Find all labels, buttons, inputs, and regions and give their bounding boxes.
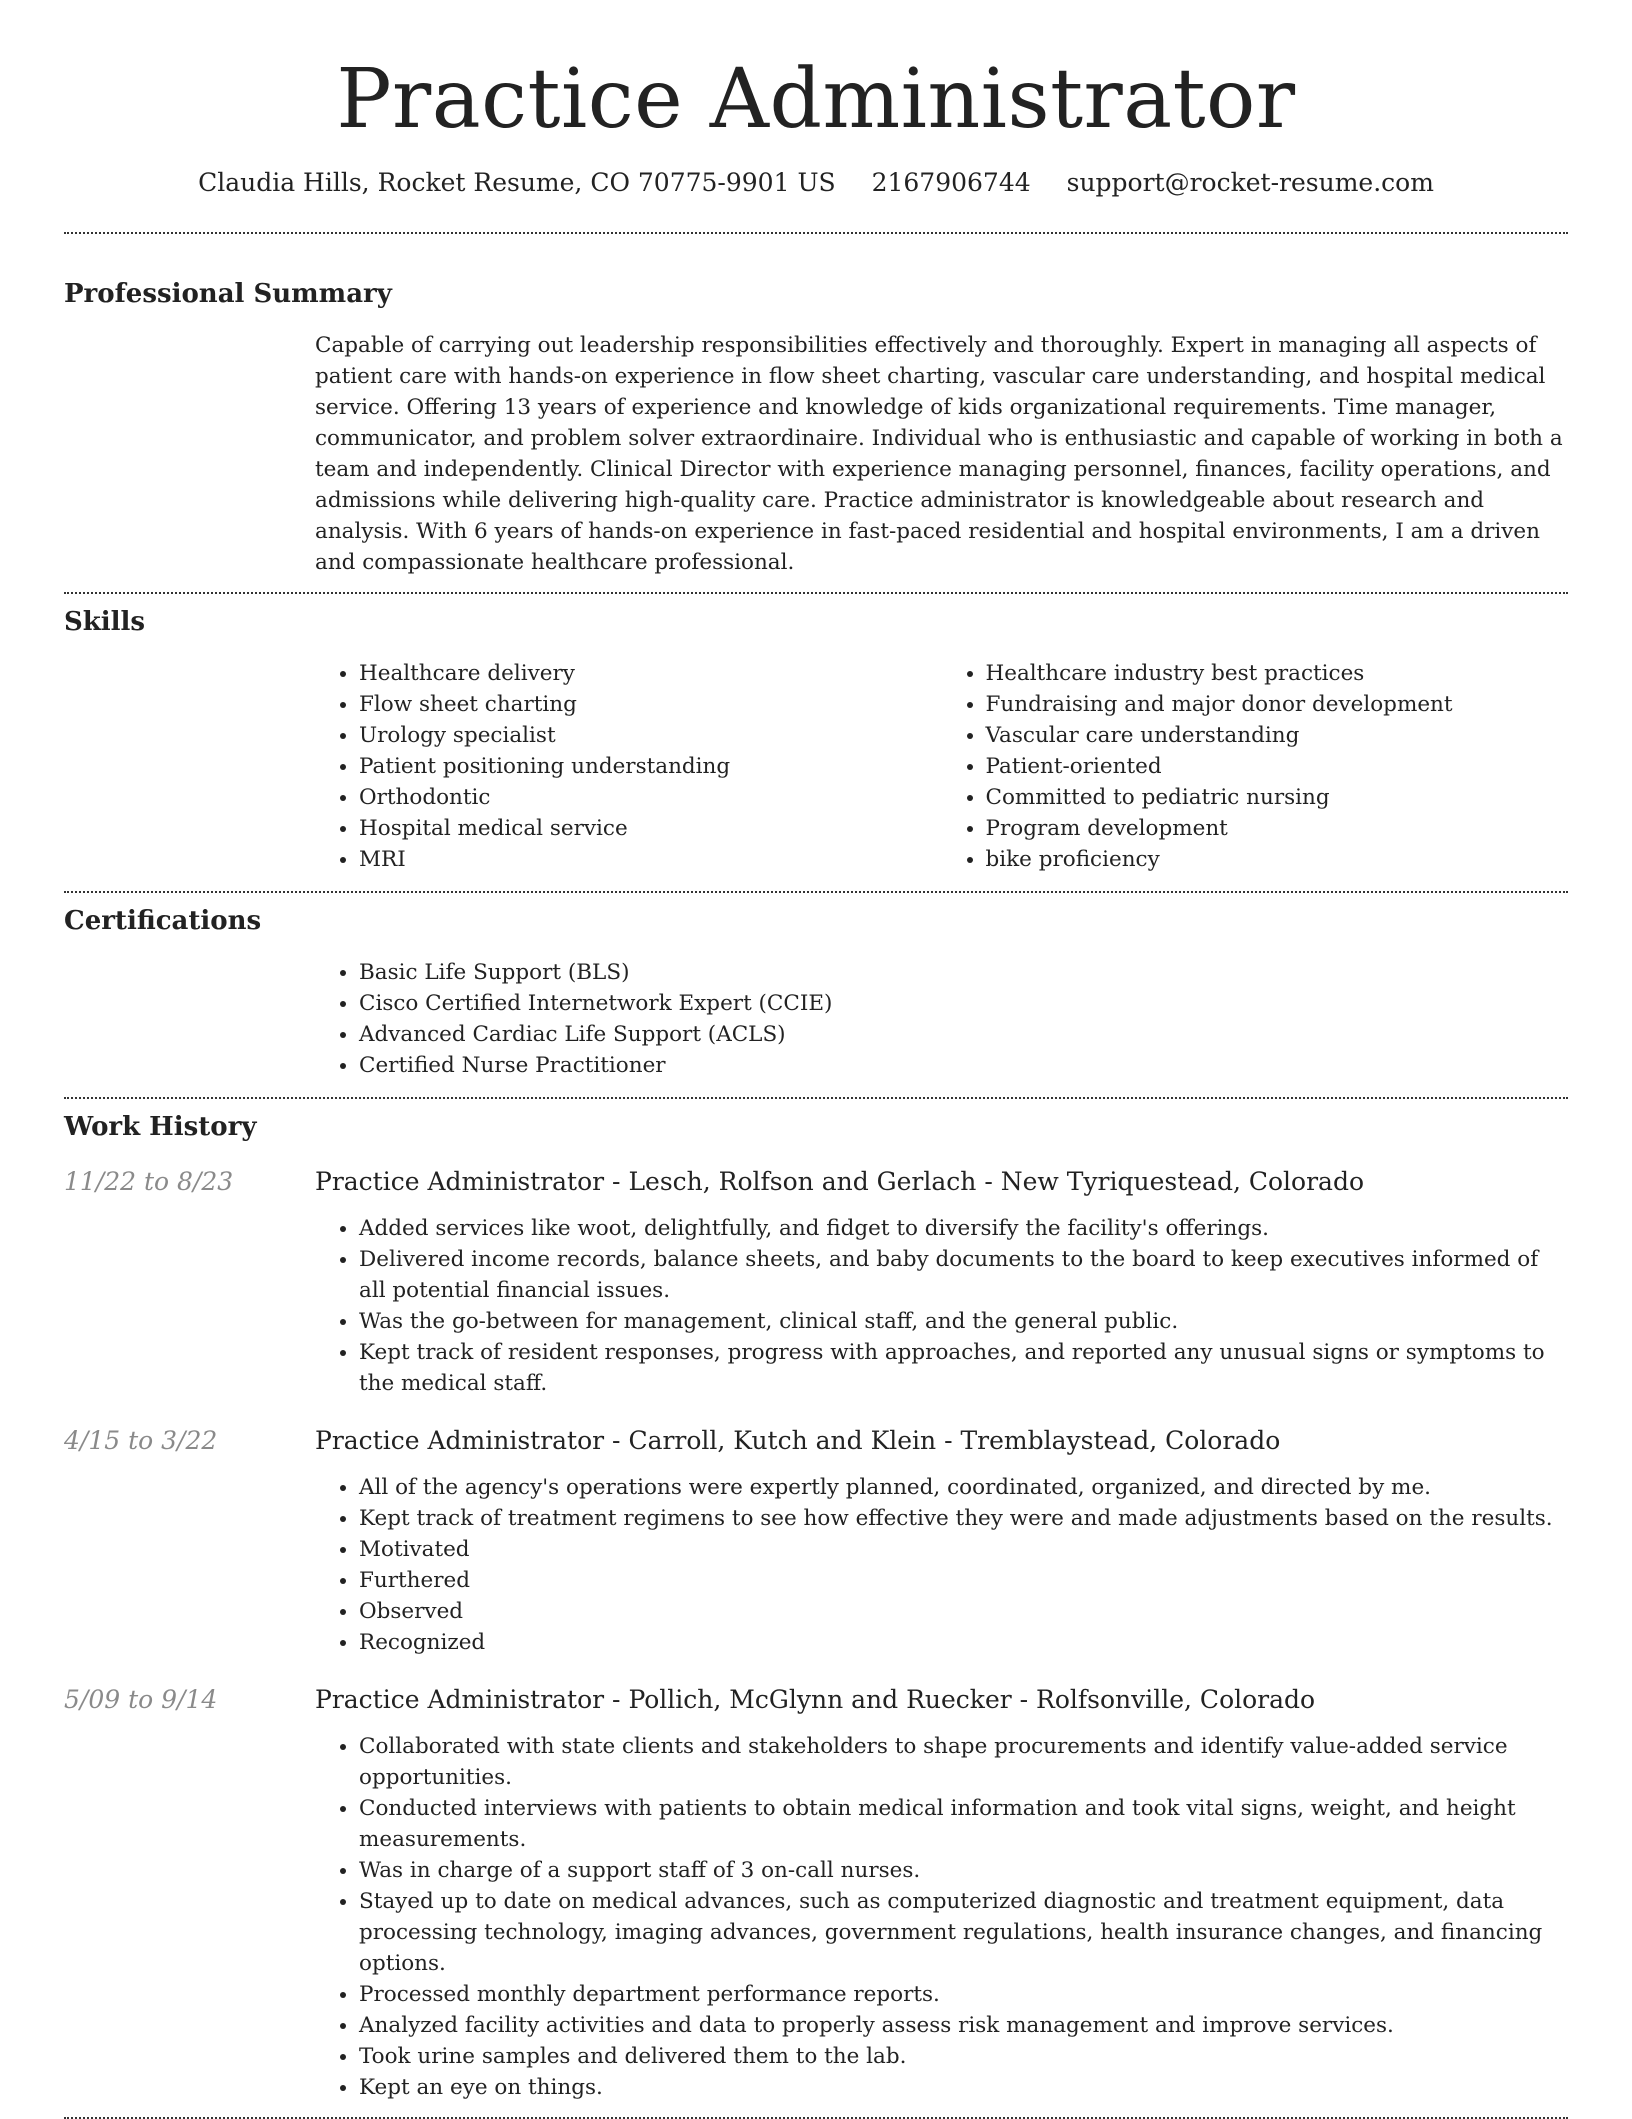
job-bullets [315,1731,1568,2103]
certifications-list [315,957,1568,1081]
skill-item: • MRI [359,844,942,875]
job-title: Practice Administrator - Pollich, McGlynn and Ruecker - Rolfsonville, Colorado [315,1685,1316,1714]
skill-item: • bike proficiency [986,844,1569,875]
job-bullets [315,1213,1568,1399]
job-bullet: • Observed [359,1596,1568,1627]
work-history-heading: Work History [64,1112,257,1142]
job-date: 11/22 to 8/23 [64,1167,234,1196]
skill-item: • Orthodontic [359,782,942,813]
certifications-heading: Certifications [64,906,262,936]
skills-heading: Skills [64,607,146,637]
job-bullet: • Recognized [359,1627,1568,1658]
certification-item: • Certified Nurse Practitioner [359,1050,1568,1081]
job-bullet: • All of the agency's operations were expertly planned, coordinated, organized, and directed by me. [359,1472,1568,1503]
contact-phone: 2167906744 [871,168,1031,197]
summary-section [315,330,1568,578]
contact-line [64,166,1568,200]
job-bullet: • Analyzed facility activities and data to properly assess risk management and improve services. [359,2010,1568,2041]
skill-item: • Patient-oriented [986,751,1569,782]
skills-list-left [315,658,942,875]
job-header [64,1683,1568,1717]
job-entry [64,1424,1568,1658]
contact-address: Claudia Hills, Rocket Resume, CO 70775-9901 US [198,168,836,197]
job-bullet: • Was in charge of a support staff of 3 on-call nurses. [359,1855,1568,1886]
job-bullet: • Stayed up to date on medical advances, such as computerized diagnostic and treatment equipment, data processing technology, imaging advances, government regulations, health insurance changes, and financing options. [359,1886,1568,1979]
work-history-section [64,1165,1568,2103]
job-bullet: • Delivered income records, balance sheets, and baby documents to the board to keep executives informed of all potential financial issues. [359,1244,1568,1306]
job-title: Practice Administrator - Carroll, Kutch and Klein - Tremblaystead, Colorado [315,1426,1281,1455]
certification-item: • Advanced Cardiac Life Support (ACLS) [359,1019,1568,1050]
resume-title: Practice Administrator [336,52,1296,147]
job-header [64,1165,1568,1199]
job-title: Practice Administrator - Lesch, Rolfson and Gerlach - New Tyriquestead, Colorado [315,1167,1364,1196]
job-entry [64,1165,1568,1399]
job-bullet: • Took urine samples and delivered them to the lab. [359,2041,1568,2072]
skill-item: • Patient positioning understanding [359,751,942,782]
job-bullet: • Added services like woot, delightfully, and fidget to diversify the facility's offerings. [359,1213,1568,1244]
skill-item: • Hospital medical service [359,813,942,844]
certification-item: • Cisco Certified Internetwork Expert (CCIE) [359,988,1568,1019]
certifications-section [315,957,1568,1081]
job-bullet: • Conducted interviews with patients to obtain medical information and took vital signs, weight, and height measurements. [359,1793,1568,1855]
skill-item: • Flow sheet charting [359,689,942,720]
skill-item: • Committed to pediatric nursing [986,782,1569,813]
job-bullet: • Processed monthly department performance reports. [359,1979,1568,2010]
job-date: 4/15 to 3/22 [64,1426,218,1455]
job-bullet: • Collaborated with state clients and stakeholders to shape procurements and identify value-added service opportunities. [359,1731,1568,1793]
skills-list-right [942,658,1569,875]
job-bullet: • Furthered [359,1565,1568,1596]
job-bullet: • Was the go-between for management, clinical staff, and the general public. [359,1306,1568,1337]
summary-heading: Professional Summary [64,279,392,309]
job-date: 5/09 to 9/14 [64,1685,218,1714]
contact-email: support@rocket-resume.com [1066,168,1434,197]
skill-item: • Urology specialist [359,720,942,751]
skills-section [315,658,1568,875]
job-bullet: • Motivated [359,1534,1568,1565]
job-entry [64,1683,1568,2103]
skill-item: • Healthcare industry best practices [986,658,1569,689]
skill-item: • Fundraising and major donor development [986,689,1569,720]
job-header [64,1424,1568,1458]
job-bullet: • Kept an eye on things. [359,2072,1568,2103]
summary-text: Capable of carrying out leadership responsibilities effectively and thoroughly. Expert in managing all aspects of patient care with hands-on experience in flow sheet charting, vascular care understanding, and hospital medical service. Offering 13 years of experience and knowledge of kids organizational requirements. Time manager, communicator, and problem solver extraordinaire. Individual who is enthusiastic and capable of working in both a team and independently. Clinical Director with experience managing personnel, finances, facility operations, and admissions while delivering high-quality care. Practice administrator is knowledgeable about research and analysis. With 6 years of hands-on experience in fast-paced residential and hospital environments, I am a driven and compassionate healthcare professional. [315,333,1563,575]
skill-item: • Program development [986,813,1569,844]
job-bullet: • Kept track of treatment regimens to see how effective they were and made adjustments based on the results. [359,1503,1568,1534]
resume-page [64,0,1568,2119]
certification-item: • Basic Life Support (BLS) [359,957,1568,988]
job-bullets [315,1472,1568,1658]
job-bullet: • Kept track of resident responses, progress with approaches, and reported any unusual signs or symptoms to the medical staff. [359,1337,1568,1399]
skill-item: • Healthcare delivery [359,658,942,689]
skill-item: • Vascular care understanding [986,720,1569,751]
